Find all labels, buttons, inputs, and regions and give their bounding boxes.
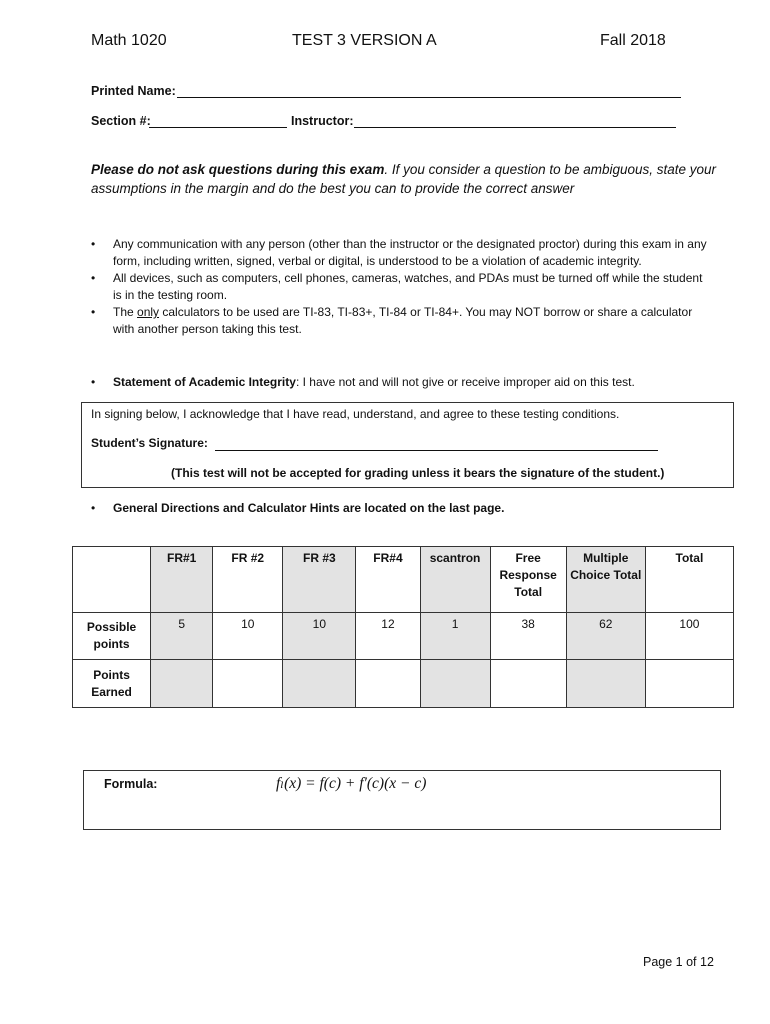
header-free-response-total: Free Response Total [490,547,566,613]
header-fr4: FR#4 [356,547,420,613]
possible-fr1: 5 [151,613,213,660]
formula-box [83,770,721,830]
page-number: Page 1 of 12 [643,955,714,969]
notice-rest: . If you consider a question to be ambiguous, state your assumptions in the margin and do the best you can to provide the correct answer [91,162,717,196]
possible-total: 100 [645,613,733,660]
header-fr1: FR#1 [151,547,213,613]
earned-fr4[interactable] [356,660,420,708]
signature-note: (This test will not be accepted for grading unless it bears the signature of the student.) [171,466,665,480]
possible-multiple-choice-total: 62 [566,613,645,660]
possible-points-row [73,613,734,660]
course-title: Math 1020 [91,32,167,49]
earned-free-response-total[interactable] [490,660,566,708]
section-line[interactable] [149,127,287,128]
possible-fr2: 10 [213,613,283,660]
notice-bold: Please do not ask questions during this exam [91,162,385,177]
header-fr2: FR #2 [213,547,283,613]
rule-text-pre: The [113,305,138,319]
rule-communication: • Any communication with any person (other than the instructor or the designated proctor) during this exam in any form, including written, signed, verbal or digital, is understood to be a violation of academic integrity. [91,237,707,268]
header-scantron: scantron [420,547,490,613]
earned-total[interactable] [645,660,733,708]
signature-line[interactable] [215,450,658,451]
signature-box [81,402,734,488]
header-fr3: FR #3 [283,547,356,613]
formula-label: Formula: [104,777,158,791]
earned-fr1[interactable] [151,660,213,708]
directions-text: General Directions and Calculator Hints are located on the last page. [113,501,505,515]
rule-text-only: only [137,305,160,319]
points-earned-label: Points Earned [73,660,151,708]
header-multiple-choice-total: Multiple Choice Total [566,547,645,613]
rule-calculators: • The only calculators to be used are TI-83, TI-83+, TI-84 or TI-84+. You may NOT borrow or share a calculator with another person taking this test. [91,305,693,336]
corner-cell [73,547,151,613]
formula-expression: fₗ(x) = f(c) + f′(c)(x − c) [276,775,427,792]
score-header-row [73,547,734,613]
earned-multiple-choice-total[interactable] [566,660,645,708]
possible-fr4: 12 [356,613,420,660]
possible-scantron: 1 [420,613,490,660]
possible-points-label: Possible points [73,613,151,660]
ack-text: In signing below, I acknowledge that I have read, understand, and agree to these testing conditions. [91,407,620,421]
earned-scantron[interactable] [420,660,490,708]
test-title: TEST 3 VERSION A [292,32,437,49]
directions-note: • General Directions and Calculator Hints are located on the last page. [91,501,505,515]
possible-free-response-total: 38 [490,613,566,660]
rules-list [91,236,711,338]
term-label: Fall 2018 [600,32,666,49]
instructor-line[interactable] [354,127,676,128]
rule-text-post: calculators to be used are TI-83, TI-83+, TI-84 or TI-84+. You may NOT borrow or share a calculator with another person taking this test. [113,305,693,336]
header-total: Total [645,547,733,613]
points-earned-row [73,660,734,708]
printed-name-label: Printed Name: [91,84,176,98]
possible-fr3: 10 [283,613,356,660]
score-table [72,546,734,708]
earned-fr3[interactable] [283,660,356,708]
instructor-label: Instructor: [291,114,354,128]
rule-text: Any communication with any person (other than the instructor or the designated proctor) during this exam in any form, including written, signed, verbal or digital, is understood to be a violation of academic integrity. [113,237,707,268]
rule-text: All devices, such as computers, cell phones, cameras, watches, and PDAs must be turned off while the student is in the testing room. [113,271,703,302]
integrity-statement: • Statement of Academic Integrity: I have not and will not give or receive improper aid on this test. [91,375,635,389]
section-label: Section #: [91,114,151,128]
integrity-text: : I have not and will not give or receive improper aid on this test. [295,375,635,389]
integrity-label: Statement of Academic Integrity [113,375,296,389]
signature-label: Student’s Signature: [91,436,208,450]
printed-name-line[interactable] [177,97,681,98]
earned-fr2[interactable] [213,660,283,708]
exam-notice [91,160,721,198]
rule-devices: • All devices, such as computers, cell phones, cameras, watches, and PDAs must be turned off while the student is in the testing room. [91,271,703,302]
